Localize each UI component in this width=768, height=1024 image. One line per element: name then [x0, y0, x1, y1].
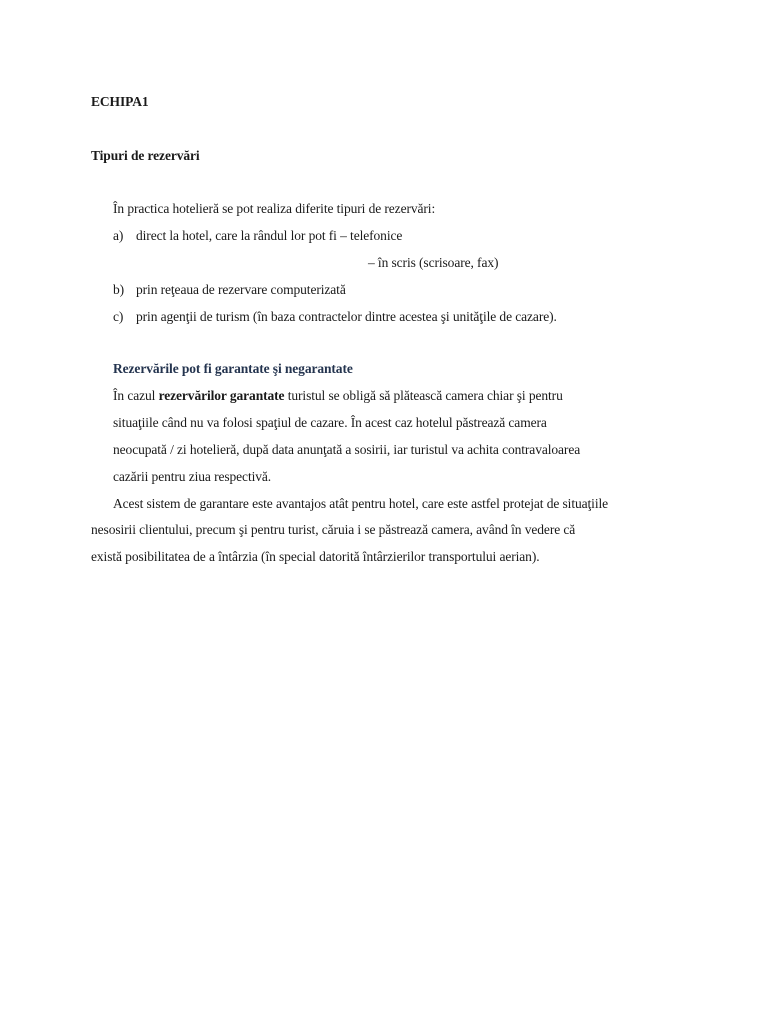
- subheading: Rezervările pot fi garantate şi negarantate: [113, 361, 353, 376]
- list-marker: a): [113, 228, 124, 243]
- text-run: În cazul: [113, 388, 159, 403]
- intro-text: În practica hotelieră se pot realiza diferite tipuri de rezervări:: [113, 201, 436, 216]
- paragraph-line: Acest sistem de garantare este avantajos atât pentru hotel, care este astfel protejat de situaţiile: [113, 496, 609, 511]
- bold-term: rezervărilor garantate: [158, 388, 285, 403]
- list-item-continuation: – în scris (scrisoare, fax): [368, 255, 499, 270]
- paragraph-line: cazării pentru ziua respectivă.: [113, 469, 272, 484]
- paragraph-line: nesosirii clientului, precum şi pentru turist, căruia i se păstrează camera, având în vedere că: [91, 522, 576, 537]
- paragraph-line: neocupată / zi hotelieră, după data anunţată a sosirii, iar turistul va achita contravaloarea: [113, 442, 581, 457]
- team-title: ECHIPA1: [91, 94, 149, 109]
- list-item-text: direct la hotel, care la rândul lor pot fi – telefonice: [136, 228, 403, 243]
- paragraph-line: [113, 388, 563, 404]
- section-title: Tipuri de rezervări: [91, 148, 200, 163]
- list-item-text: prin agenţii de turism (în baza contractelor dintre acestea şi unităţile de cazare).: [136, 309, 557, 324]
- text-run: turistul se obligă să plătească camera chiar şi pentru: [284, 388, 563, 403]
- paragraph-line: există posibilitatea de a întârzia (în special datorită întârzierilor transportului aerian).: [91, 549, 540, 564]
- paragraph-line: situaţiile când nu va folosi spaţiul de cazare. În acest caz hotelul păstrează camera: [113, 415, 547, 430]
- list-item-text: prin reţeaua de rezervare computerizată: [136, 282, 346, 297]
- list-marker: b): [113, 282, 125, 297]
- list-marker: c): [113, 309, 124, 324]
